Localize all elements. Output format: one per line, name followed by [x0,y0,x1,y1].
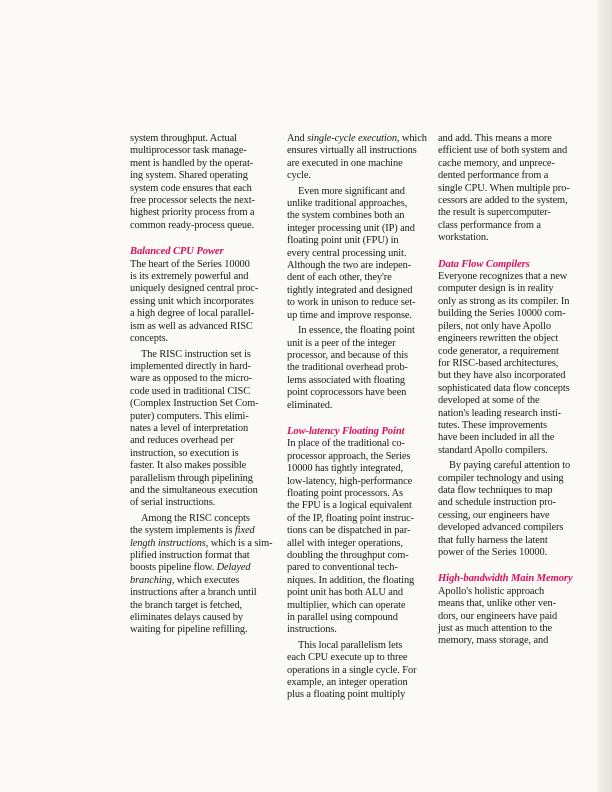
text-run: cycle. [287,170,311,182]
text-line [438,611,588,623]
text-line [130,550,280,562]
text-run: pilers, not only have Apollo [438,320,551,332]
text-line [287,260,437,272]
text-line [287,426,437,438]
text-run: processor, and because of this [287,349,408,361]
text-run: unlike traditional approaches, [287,198,408,210]
text-run: multiplier, which can operate [287,599,406,611]
text-run: system throughput. Actual [130,133,237,144]
text-line [438,271,588,283]
text-column-2 [287,133,437,705]
text-run: efficient use of both system and [438,145,568,157]
text-line [438,460,588,472]
text-line [287,476,437,488]
text-line [287,612,437,624]
text-line [438,598,588,610]
text-run: nation's leading research insti- [438,407,562,419]
text-line [438,207,588,219]
text-line [130,183,280,195]
text-run: engineers rewritten the object [438,333,559,345]
text-line [130,497,280,509]
page-edge-shadow [598,0,612,792]
text-line [130,513,280,525]
text-line [130,525,280,537]
text-line [438,473,588,485]
text-line [287,145,437,157]
text-run: system code ensures that each [130,182,252,194]
text-run: instruction, so execution is [130,447,239,459]
text-line [287,689,437,701]
text-line [130,321,280,333]
text-run: instructions. [287,624,337,636]
text-run: standard Apollo compilers. [438,444,548,456]
text-run: implemented directly in hard- [130,360,251,372]
text-line [287,375,437,387]
text-run: lems associated with floating [287,374,406,386]
text-run: Data Flow Compilers [438,258,530,270]
text-line [130,460,280,472]
text-line [130,612,280,624]
text-run: each CPU execute up to three [287,652,408,664]
text-run: code used in traditional CISC [130,385,251,397]
text-line [438,296,588,308]
text-line [130,158,280,170]
text-line [287,451,437,463]
text-run: which is a sim- [208,537,273,549]
text-line [130,485,280,497]
paragraph [287,438,437,637]
text-run: Apollo's holistic approach [438,585,545,597]
text-line [130,207,280,219]
text-line [287,285,437,297]
text-line [287,387,437,399]
text-line [438,333,588,345]
text-run: sophisticated data flow concepts [438,382,570,394]
text-line [130,386,280,398]
text-run: a high degree of local parallel- [130,308,255,320]
italic-term: Delayed [216,562,251,574]
text-run: free processor selects the next- [130,195,255,207]
text-line [287,248,437,260]
text-run: Low-latency Floating Point [287,425,405,437]
text-run: And [287,133,308,144]
text-line [130,246,280,258]
text-run: which executes [174,574,240,586]
text-run: faster. It also makes possible [130,460,247,472]
text-line [438,522,588,534]
text-run: multiprocessor task manage- [130,145,247,157]
text-run: doubling the throughput com- [287,550,409,561]
text-run: of serial instructions. [130,497,216,509]
text-line [438,445,588,457]
text-run: allel with integer operations, [287,537,403,549]
text-run: In essence, the floating point [298,325,415,337]
text-line [130,170,280,182]
text-run: data flow techniques to map [438,484,553,496]
section-heading [130,246,280,258]
text-run: parallelism through pipelining [130,472,253,484]
text-line [130,411,280,423]
text-run: The RISC instruction set is [141,348,251,360]
text-run: eliminates delays caused by [130,612,244,624]
text-line [287,310,437,322]
text-run: which [399,133,427,144]
text-run: and add. This means a more [438,133,552,144]
text-run: point unit has both ALU and [287,587,403,599]
text-line [287,575,437,587]
text-line [438,547,588,559]
text-line [287,640,437,652]
text-line [438,420,588,432]
text-line [287,158,437,170]
text-run: workstation. [438,232,489,244]
text-run: dent of each other, they're [287,272,392,284]
text-run: processor approach, the Series [287,450,411,462]
text-line [130,333,280,345]
text-line [130,435,280,447]
text-run: the system combines both an [287,210,405,222]
text-line [438,183,588,195]
text-line [130,398,280,410]
text-run: single CPU. When multiple pro- [438,182,570,194]
text-line [130,423,280,435]
text-run: have been included in all the [438,432,555,444]
text-line [287,400,437,412]
text-line [287,525,437,537]
text-line [287,235,437,247]
text-line [130,538,280,550]
text-run: floating point processors. As [287,487,404,499]
text-line [130,220,280,232]
text-line [438,535,588,547]
text-run: the traditional overhead prob- [287,362,408,374]
text-run: and schedule instruction pro- [438,497,557,509]
text-run: Although the two are indepen- [287,260,412,272]
italic-term: single-cycle execution, [307,133,400,144]
text-run: for RISC-based architectures, [438,357,559,369]
text-line [287,210,437,222]
text-line [130,296,280,308]
text-run: cache memory, and unprece- [438,157,555,169]
text-line [438,321,588,333]
text-run: niques. In addition, the floating [287,574,415,586]
text-line [438,573,588,585]
text-line [130,308,280,320]
text-line [438,383,588,395]
text-line [438,497,588,509]
text-run: the system implements is [130,525,235,537]
text-run: point coprocessors have been [287,387,407,399]
text-line [130,562,280,574]
text-line [130,448,280,460]
text-run: compiler technology and using [438,472,564,484]
text-run: code generator, a requirement [438,345,559,357]
text-line [130,587,280,599]
text-line [287,198,437,210]
text-run: nates a level of interpretation [130,422,249,434]
text-line [438,232,588,244]
text-run: and the simultaneous execution [130,484,258,496]
text-run: This local parallelism lets [298,639,403,651]
text-run: dors, our engineers have paid [438,610,558,622]
text-line [438,195,588,207]
text-run: just as much attention to the [438,623,552,635]
text-run: ware as opposed to the micro- [130,373,253,385]
paragraph [130,259,280,346]
text-line [438,346,588,358]
text-run: (Complex Instruction Set Com- [130,398,259,410]
text-line [438,432,588,444]
text-run: unit is a peer of the integer [287,337,396,349]
text-run: ism as well as advanced RISC [130,320,253,332]
text-line [130,271,280,283]
text-line [287,550,437,562]
italic-term: branching, [130,574,175,586]
paragraph [438,586,588,648]
text-line [130,133,280,145]
text-run: High-bandwidth Main Memory [438,573,573,585]
text-line [287,463,437,475]
text-line [287,438,437,450]
text-line [287,665,437,677]
text-line [287,297,437,309]
text-run: plified instruction format that [130,550,250,561]
paragraph [130,349,280,510]
text-run: low-latency, high-performance [287,475,413,487]
text-line [287,272,437,284]
text-run: instructions after a branch until [130,587,257,599]
text-run: By paying careful attention to [449,460,571,472]
text-line [438,358,588,370]
text-run: but they have also incorporated [438,370,566,382]
text-line [287,600,437,612]
text-line [287,186,437,198]
text-run: class performance from a [438,219,541,231]
text-run: ing system. Shared operating [130,170,248,182]
text-line [438,623,588,635]
text-run: highest priority process from a [130,207,255,219]
text-line [130,473,280,485]
text-line [438,170,588,182]
text-line [438,283,588,295]
text-line [287,488,437,500]
text-run: cessing, our engineers have [438,509,550,521]
text-run: of the IP, floating point instruc- [287,512,415,524]
text-line [287,562,437,574]
text-run: memory, mass storage, and [438,635,549,647]
text-line [438,635,588,647]
text-line [438,308,588,320]
text-line [438,510,588,522]
text-line [438,145,588,157]
text-line [130,575,280,587]
text-column-3 [438,133,588,651]
text-run: tightly integrated and designed [287,284,413,296]
text-run: every central processing unit. [287,247,407,259]
text-line [438,395,588,407]
text-run: uniquely designed central proc- [130,283,259,295]
text-run: the result is supercomputer- [438,207,551,219]
paragraph [287,186,437,322]
text-line [130,259,280,271]
text-run: boosts pipeline flow. [130,562,217,574]
text-run: eliminated. [287,399,333,411]
text-run: is its extremely powerful and [130,271,249,283]
text-run: example, an integer operation [287,677,408,689]
text-run: essing unit which incorporates [130,295,254,307]
text-line [287,587,437,599]
text-run: In place of the traditional co- [287,438,405,450]
text-line [438,370,588,382]
text-line [130,349,280,361]
text-line [287,223,437,235]
text-line [438,158,588,170]
text-run: The heart of the Series 10000 [130,258,250,270]
text-run: developed advanced compilers [438,522,564,534]
text-run: common ready-process queue. [130,219,254,231]
paragraph [130,133,280,232]
text-line [287,133,437,145]
paragraph [287,133,437,183]
text-line [287,338,437,350]
text-run: tutes. These improvements [438,419,547,431]
text-run: ensures virtually all instructions [287,145,417,157]
text-run: dented performance from a [438,170,549,182]
text-run: in parallel using compound [287,612,398,624]
text-run: puter) computers. This elimi- [130,410,249,422]
text-run: operations in a single cycle. For [287,664,417,676]
text-run: up time and improve response. [287,309,412,321]
paragraph [287,640,437,702]
text-run: Everyone recognizes that a new [438,271,568,283]
text-line [130,600,280,612]
text-run: and reduces overhead per [130,435,234,447]
text-run: floating point unit (FPU) in [287,235,399,247]
text-run: that fully harness the latent [438,534,548,546]
text-line [130,373,280,385]
text-line [287,500,437,512]
text-line [438,259,588,271]
text-run: concepts. [130,333,169,345]
text-line [287,677,437,689]
section-heading [438,259,588,271]
paragraph [130,513,280,637]
text-run: Among the RISC concepts [141,512,250,524]
paragraph [438,271,588,457]
text-line [287,538,437,550]
text-run: to work in unison to reduce set- [287,297,416,309]
text-run: only as strong as its compiler. In [438,295,570,307]
paragraph [438,133,588,245]
text-line [438,586,588,598]
text-run: pared to conventional tech- [287,562,398,574]
text-column-1 [130,133,280,640]
text-run: cessors are added to the system, [438,195,568,207]
text-run: the FPU is a logical equivalent [287,500,412,512]
italic-term: length instructions, [130,537,209,549]
text-run: 10000 has tightly integrated, [287,463,403,475]
section-heading [287,426,437,438]
text-run: waiting for pipeline refilling. [130,624,248,636]
text-run: developed at some of the [438,395,540,407]
text-run: are executed in one machine [287,157,403,169]
paragraph [287,325,437,412]
text-line [438,408,588,420]
text-line [130,624,280,636]
text-line [287,362,437,374]
text-run: Balanced CPU Power [130,246,224,258]
text-line [130,283,280,295]
text-line [130,145,280,157]
text-line [130,361,280,373]
section-heading [438,573,588,585]
text-line [287,624,437,636]
text-run: computer design is in reality [438,283,554,295]
text-line [287,170,437,182]
text-line [130,195,280,207]
italic-term: fixed [234,525,255,537]
text-run: means that, unlike other ven- [438,598,556,610]
text-line [287,350,437,362]
text-line [287,513,437,525]
text-run: the branch target is fetched, [130,599,243,611]
text-run: integer processing unit (IP) and [287,222,415,234]
text-run: plus a floating point multiply [287,689,406,701]
text-line [438,220,588,232]
text-line [287,652,437,664]
text-run: ment is handled by the operat- [130,157,254,169]
text-line [438,133,588,145]
text-line [438,485,588,497]
text-run: Even more significant and [298,185,405,197]
text-line [287,325,437,337]
text-run: tions can be dispatched in par- [287,525,411,537]
paragraph [438,460,588,559]
text-run: power of the Series 10000. [438,547,548,558]
text-run: building the Series 10000 com- [438,308,566,320]
